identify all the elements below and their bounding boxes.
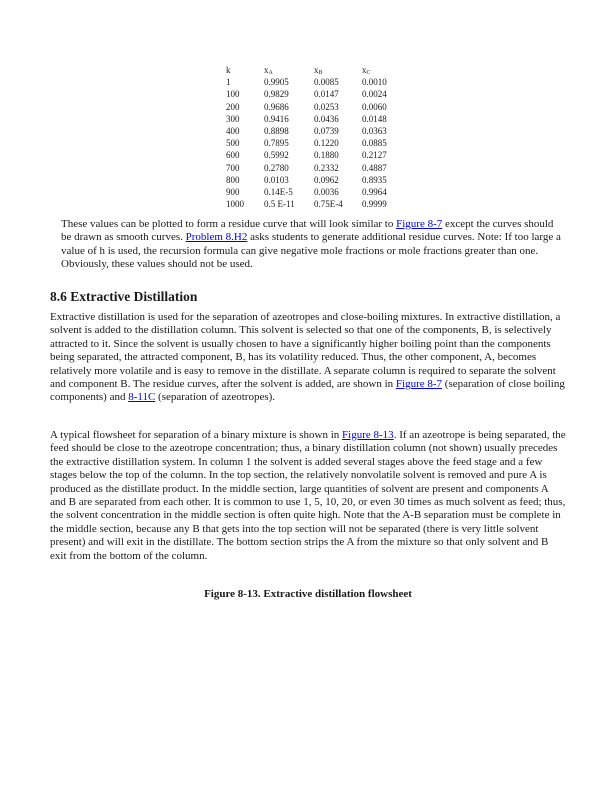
table-row	[226, 149, 402, 161]
intro-text-3: asks students to generate additional residue curves. Note: If too large a value of h is used, the recursion formula can give negative mole fractions or mole fractions greater than one. Obviously, these values should not be used.	[61, 231, 561, 271]
table-header-row	[226, 64, 402, 76]
cell-xc: 0.2127	[362, 150, 387, 161]
cell-xc: 0.0363	[362, 126, 387, 137]
flowsheet-paragraph	[50, 429, 566, 563]
figure-caption: Figure 8-13. Extractive distillation flowsheet	[204, 588, 412, 600]
cell-xc: 0.0148	[362, 113, 387, 124]
para1-text-2: (separation of close boiling components) and	[50, 378, 565, 404]
extractive-intro-paragraph	[50, 311, 566, 405]
section-heading: 8.6 Extractive Distillation	[50, 289, 198, 304]
figure-8-13-link[interactable]: Figure 8-13	[342, 429, 394, 441]
cell-xa: 0.14E-5	[264, 187, 293, 198]
cell-xb: 0.0739	[314, 126, 339, 137]
cell-xb: 0.0253	[314, 101, 339, 112]
table-row	[226, 113, 402, 125]
table-row	[226, 101, 402, 113]
cell-k: 300	[226, 113, 240, 124]
header-k: k	[226, 65, 231, 75]
intro-text-2: except the curves should be drawn as smooth curves.	[61, 218, 554, 244]
cell-xc: 0.4887	[362, 162, 387, 173]
cell-xa: 0.7895	[264, 138, 289, 149]
cell-xb: 0.0036	[314, 187, 339, 198]
para2-text-2: . If an azeotrope is being separated, the feed should be close to the azeotrope concentration; thus, a binary distillation column (not shown) usually precedes the extractive distillation system. In column 1 the solvent is added several stages above the feed stage and a few stages below the top of the column. In the top section, the relatively nonvolatile solvent is removed and pure A is produced as the distillate product. In the middle section, large quantities of solvent are present and components A and B are separated from each other. It is common to use 1, 5, 10, 20, or even 30 times as much solvent as feed; thus, the solvent concentration in the middle section is often quite high. Note that the A-B separation must be complete in the middle section, because any B that gets into the top section will not be separated (there is very little solvent present) and will exit in the distillate. The bottom section strips the A from the mixture so that only solvent and B exit from the bottom of the column.	[50, 429, 566, 562]
cell-k: 1	[226, 77, 231, 88]
intro-paragraph	[61, 218, 561, 272]
cell-xa: 0.5992	[264, 150, 289, 161]
cell-xa: 0.9829	[264, 89, 289, 100]
problem-8-h2-link[interactable]: Problem 8.H2	[185, 231, 248, 244]
figure-8-11c-link[interactable]: 8-11C	[128, 391, 156, 404]
cell-xa: 0.9416	[264, 113, 289, 124]
residue-curve-table	[226, 64, 402, 210]
table-row	[226, 76, 402, 88]
figure-8-7-link[interactable]: Figure 8-7	[395, 378, 443, 391]
table-row	[226, 174, 402, 186]
para2-text-1: A typical flowsheet for separation of a binary mixture is shown in	[50, 429, 343, 441]
header-xa-main: x	[264, 65, 269, 75]
intro-text-1: These values can be plotted to form a residue curve that will look similar to	[61, 218, 397, 230]
cell-xb: 0.1880	[314, 150, 339, 161]
header-xb-sub: B	[318, 70, 323, 76]
cell-xa: 0.0103	[264, 174, 289, 185]
cell-xb: 0.75E-4	[314, 199, 343, 210]
para1-text-3: (separation of azeotropes).	[155, 391, 276, 404]
table-row	[226, 162, 402, 174]
cell-k: 900	[226, 187, 240, 198]
header-xb-main: x	[314, 65, 319, 75]
cell-xa: 0.8898	[264, 126, 289, 137]
cell-k: 700	[226, 162, 240, 173]
cell-k: 400	[226, 126, 240, 137]
cell-xc: 0.9999	[362, 199, 387, 210]
cell-xb: 0.2332	[314, 162, 339, 173]
table-row	[226, 125, 402, 137]
table-row	[226, 137, 402, 149]
header-xb	[314, 64, 362, 76]
table-row	[226, 198, 402, 210]
header-xa-sub: A	[268, 70, 273, 76]
cell-k: 500	[226, 138, 240, 149]
cell-k: 100	[226, 89, 240, 100]
cell-k: 1000	[226, 199, 244, 210]
para1-text-1: Extractive distillation is used for the separation of azeotropes and close-boiling mixtures. In extractive distillation, a solvent is added to the distillation column. This solvent is selected so that one of the components, B, is selectively attracted to it. Since the solvent is usually chosen to have a significantly higher boiling point than the components being separated, the attracted component, B, has its volatility reduced. Thus, the other component, A, becomes relatively more volatile and is easy to remove in the distillate. A separate column is required to separate the solvent and component B. The residue curves, after the solvent is added, are shown in	[50, 311, 561, 391]
cell-k: 200	[226, 101, 240, 112]
header-xc	[362, 64, 402, 76]
cell-xb: 0.0085	[314, 77, 339, 88]
cell-xc: 0.9964	[362, 187, 387, 198]
header-xc-main: x	[362, 65, 367, 75]
header-xa	[264, 64, 314, 76]
cell-xb: 0.1220	[314, 138, 339, 149]
cell-xb: 0.0962	[314, 174, 339, 185]
cell-k: 600	[226, 150, 240, 161]
table-row	[226, 186, 402, 198]
cell-k: 800	[226, 174, 240, 185]
cell-xc: 0.0060	[362, 101, 387, 112]
table-row	[226, 88, 402, 100]
cell-xa: 0.9686	[264, 101, 289, 112]
cell-xb: 0.0147	[314, 89, 339, 100]
cell-xc: 0.0010	[362, 77, 387, 88]
cell-xc: 0.8935	[362, 174, 387, 185]
cell-xa: 0.5 E-11	[264, 199, 295, 210]
figure-8-7-link[interactable]: Figure 8-7	[396, 218, 443, 230]
cell-xc: 0.0885	[362, 138, 387, 149]
cell-xa: 0.9905	[264, 77, 289, 88]
cell-xb: 0.0436	[314, 113, 339, 124]
cell-xa: 0.2780	[264, 162, 289, 173]
header-xc-sub: C	[366, 70, 371, 76]
cell-xc: 0.0024	[362, 89, 387, 100]
